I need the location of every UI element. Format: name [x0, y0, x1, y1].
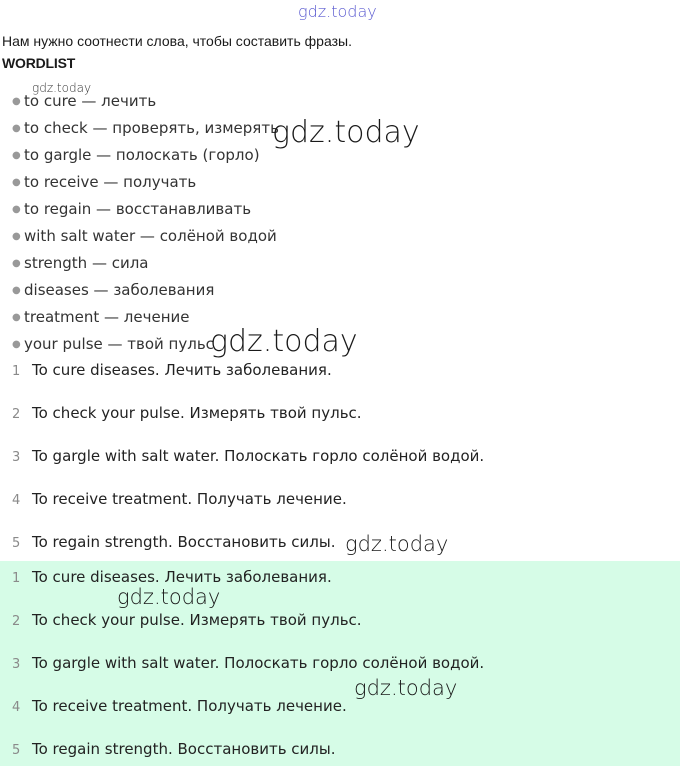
answer-list-highlighted: [0, 561, 680, 766]
bullet-icon: ●: [12, 338, 21, 350]
intro-text: Нам нужно соотнести слова, чтобы составить фразы.: [2, 33, 352, 49]
answer-row: 1 To cure diseases. Лечить заболевания.: [12, 361, 332, 379]
bullet-icon: ●: [12, 95, 21, 107]
wordlist-item: ● to gargle — полоскать (горло): [12, 144, 279, 171]
wordlist-item: ● your pulse — твой пульс: [12, 333, 279, 360]
wordlist-item: ● to receive — получать: [12, 171, 279, 198]
wordlist-item: ● diseases — заболевания: [12, 279, 279, 306]
answer-row: 2 To check your pulse. Измерять твой пульс.: [12, 611, 362, 629]
answer-row: 2 To check your pulse. Измерять твой пульс.: [12, 404, 362, 422]
bullet-icon: ●: [12, 311, 21, 323]
bullet-icon: ●: [12, 284, 21, 296]
answer-row: 3 To gargle with salt water. Полоскать горло солёной водой.: [12, 447, 485, 465]
bullet-icon: ●: [12, 149, 21, 161]
answer-row: 4 To receive treatment. Получать лечение.: [12, 697, 347, 715]
watermark-large: gdz.today: [210, 324, 358, 359]
wordlist-item: ● to check — проверять, измерять: [12, 117, 279, 144]
watermark-medium: gdz.today: [117, 585, 221, 609]
bullet-icon: ●: [12, 122, 21, 134]
answer-row: 1 To cure diseases. Лечить заболевания.: [12, 568, 332, 586]
wordlist: [12, 90, 279, 360]
bullet-icon: ●: [12, 176, 21, 188]
answer-row: 4 To receive treatment. Получать лечение.: [12, 490, 347, 508]
wordlist-heading: WORDLIST: [2, 55, 76, 71]
watermark-small: gdz.today: [32, 81, 92, 95]
watermark-top: gdz.today: [298, 2, 377, 21]
bullet-icon: ●: [12, 257, 21, 269]
watermark-medium: gdz.today: [354, 676, 458, 700]
bullet-icon: ●: [12, 230, 21, 242]
bullet-icon: ●: [12, 203, 21, 215]
watermark-medium: gdz.today: [345, 532, 449, 556]
wordlist-item: ● strength — сила: [12, 252, 279, 279]
answer-row: 5 To regain strength. Восстановить силы.: [12, 533, 336, 551]
answer-row: 3 To gargle with salt water. Полоскать горло солёной водой.: [12, 654, 485, 672]
wordlist-item: ● with salt water — солёной водой: [12, 225, 279, 252]
wordlist-item: ● to regain — восстанавливать: [12, 198, 279, 225]
wordlist-item: ● to cure — лечить: [12, 90, 279, 117]
answer-row: 5 To regain strength. Восстановить силы.: [12, 740, 336, 758]
wordlist-item: ● treatment — лечение: [12, 306, 279, 333]
watermark-large: gdz.today: [272, 115, 420, 150]
